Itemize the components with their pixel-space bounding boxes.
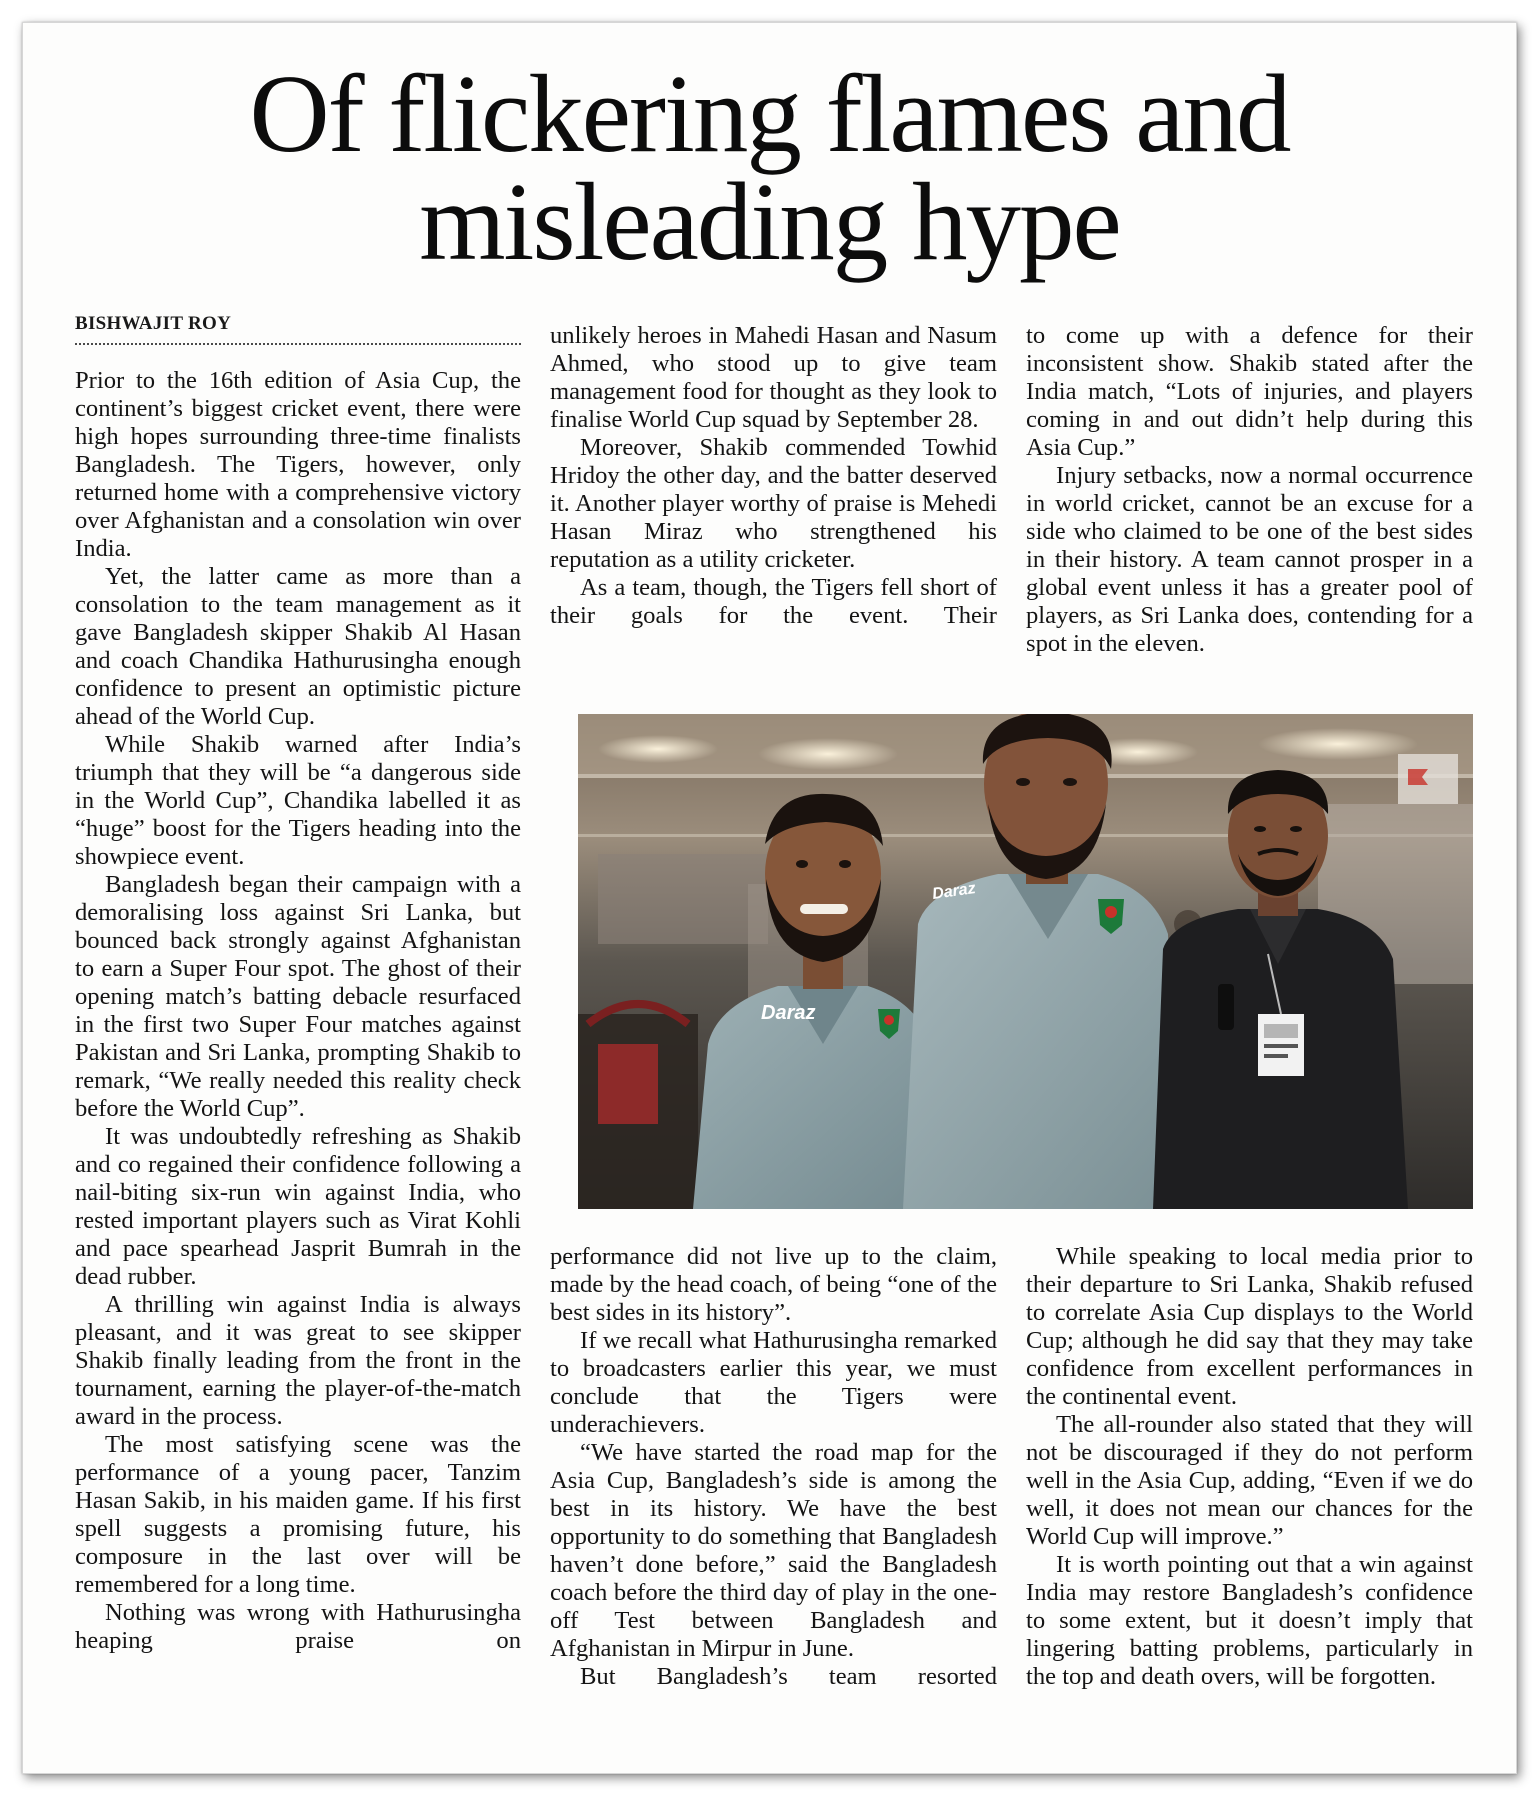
- byline: BISHWAJIT ROY: [75, 313, 521, 345]
- paragraph: While Shakib warned after India’s triumph that they will be “a dangerous side in the World Cup”, Chandika labelled it as “huge” boost for the Tigers heading into the showpiece event.: [75, 731, 521, 870]
- photo-illustration: [578, 714, 1473, 1209]
- paragraph: It was undoubtedly refreshing as Shakib and co regained their confidence following a nail-biting six-run win against India, who rested important players such as Virat Kohli and pace spearhead Jasprit Bumrah in the dead rubber.: [75, 1123, 521, 1290]
- newspaper-clipping: [22, 22, 1517, 1774]
- paragraph: Prior to the 16th edition of Asia Cup, the continent’s biggest cricket event, there were high hopes surrounding three-time finalists Bangladesh. The Tigers, however, only returned home with a comprehensive victory over Afghanistan and a consolation win over India.: [75, 367, 521, 562]
- paragraph: unlikely heroes in Mahedi Hasan and Nasum Ahmed, who stood up to give team management food for thought as they look to finalise World Cup squad by September 28.: [550, 322, 997, 433]
- paragraph: Yet, the latter came as more than a consolation to the team management as it gave Bangladesh skipper Shakib Al Hasan and coach Chandika Hathurusingha enough confidence to present an optimistic picture ahead of the World Cup.: [75, 563, 521, 730]
- article-column-2-bottom: [550, 1243, 997, 1691]
- paragraph: Injury setbacks, now a normal occurrence in world cricket, cannot be an excuse for a side who claimed to be one of the best sides in their history. A team cannot prosper in a global event unless it has a greater pool of players, as Sri Lanka does, contending for a spot in the eleven.: [1026, 462, 1473, 657]
- paragraph: The most satisfying scene was the performance of a young pacer, Tanzim Hasan Sakib, in his maiden game. If his first spell suggests a promising future, his composure in the last over will be remembered for a long time.: [75, 1431, 521, 1598]
- paragraph: But Bangladesh’s team resorted: [580, 1663, 997, 1690]
- article-photo: [578, 714, 1473, 1209]
- paragraph: Moreover, Shakib commended Towhid Hridoy the other day, and the batter deserved it. Another player worthy of praise is Mehedi Hasan Miraz who strengthened his reputation as a utility cricketer.: [550, 434, 997, 573]
- paragraph: It is worth pointing out that a win against India may restore Bangladesh’s confidence to some extent, but it doesn’t imply that lingering batting problems, particularly in the top and death overs, will be forgotten.: [1026, 1551, 1473, 1690]
- paragraph: Nothing was wrong with Hathurusingha heaping praise on: [75, 1599, 521, 1654]
- paragraph: performance did not live up to the claim, made by the head coach, of being “one of the best sides in its history”.: [550, 1243, 997, 1326]
- paragraph: Bangladesh began their campaign with a demoralising loss against Sri Lanka, but bounced back strongly against Afghanistan to earn a Super Four spot. The ghost of their opening match’s batting debacle resurfaced in the first two Super Four matches against Pakistan and Sri Lanka, prompting Shakib to remark, “We really needed this reality check before the World Cup”.: [75, 871, 521, 1122]
- paragraph: to come up with a defence for their inconsistent show. Shakib stated after the India match, “Lots of injuries, and players coming in and out didn’t help during this Asia Cup.”: [1026, 322, 1473, 461]
- headline: Of flickering flames and misleading hype: [249, 53, 1290, 284]
- paragraph: As a team, though, the Tigers fell short of their goals for the event. Their: [550, 574, 997, 629]
- article-column-2-top: [550, 322, 997, 630]
- article-column-1: [75, 367, 521, 1655]
- paragraph: “We have started the road map for the Asia Cup, Bangladesh’s side is among the best in its history. We have the best opportunity to do something that Bangladesh haven’t done before,” said the Bangladesh coach before the third day of play in the one-off Test between Bangladesh and Afghanistan in Mirpur in June.: [550, 1439, 997, 1662]
- article-column-3-bottom: [1026, 1243, 1473, 1691]
- paragraph: A thrilling win against India is always pleasant, and it was great to see skipper Shakib finally leading from the front in the tournament, earning the player-of-the-match award in the process.: [75, 1291, 521, 1430]
- jersey-sponsor-centre: Daraz: [931, 880, 977, 903]
- paragraph: The all-rounder also stated that they will not be discouraged if they do not perform well in the Asia Cup, adding, “Even if we do well, it does not mean our chances for the World Cup will improve.”: [1026, 1411, 1473, 1550]
- jersey-sponsor-left: Daraz: [761, 1002, 816, 1024]
- article-column-3-top: [1026, 322, 1473, 658]
- paragraph: If we recall what Hathurusingha remarked to broadcasters earlier this year, we must conclude that the Tigers were underachievers.: [550, 1327, 997, 1438]
- paragraph: While speaking to local media prior to their departure to Sri Lanka, Shakib refused to correlate Asia Cup displays to the World Cup; although he did say that they may take confidence from excellent performances in the continental event.: [1026, 1243, 1473, 1410]
